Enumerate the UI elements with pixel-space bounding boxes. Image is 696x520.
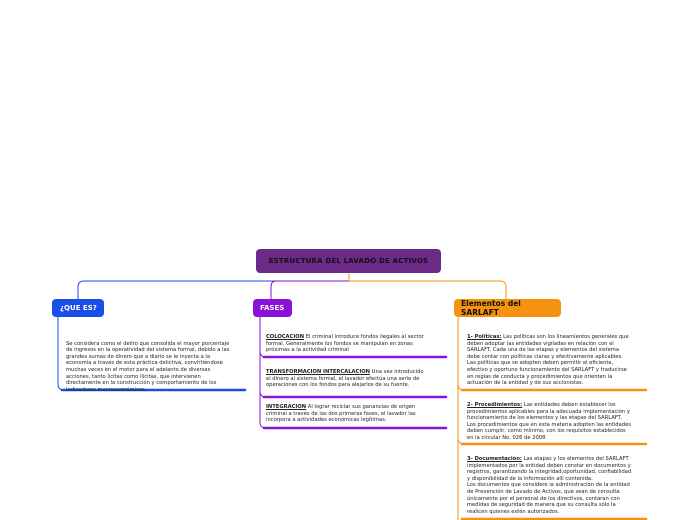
leaf-lead: TRANSFORMACION INTERCALACION: [266, 369, 371, 375]
leaf-lead: INTEGRACION: [266, 404, 307, 410]
branch-node-sarlaft[interactable]: [454, 299, 561, 317]
branch-node-fases[interactable]: [253, 299, 292, 317]
branch-node-label: FASES: [260, 304, 285, 312]
root-node[interactable]: [256, 249, 441, 273]
leaf-lead: 2- Procedimientos:: [467, 402, 523, 408]
branch-node-que-es[interactable]: [52, 299, 104, 317]
leaf-lead: COLOCACION: [266, 334, 305, 340]
connector-que-es-leaf: [58, 317, 64, 390]
leaf-text: Al lograr reciclar sus ganancias de origen criminal a través de las dos primeras fases, el lavador las incorpora a actividades económicas legítimas.: [266, 404, 416, 424]
root-node-label: ESTRUCTURA DEL LAVADO DE ACTIVOS: [268, 257, 429, 265]
leaf-que-es-definition[interactable]: [66, 334, 246, 393]
leaf-procedimientos[interactable]: [467, 402, 649, 442]
connector-root-fases: [271, 273, 349, 299]
leaf-colocacion[interactable]: [266, 334, 446, 354]
branch-node-label: Elementos del SARLAFT: [461, 299, 521, 317]
leaf-text: Las entidades deben establecer los procedimientos aplicables para la adecuada implementación y funcionamiento de los elementos y las etapas del SARLAFT. Los procedimientos que en esta materia adopten las entidades deben cumplir, como mínimo, con los requisitos establecidos en la circular No. 026 de 2008: [467, 402, 631, 441]
leaf-transformacion[interactable]: [266, 369, 446, 389]
leaf-text: El criminal introduce fondos ilegales al sector formal. Generalmente los fondos se manipulan en zonas próximas a la actividad criminal: [266, 334, 424, 354]
leaf-text: Se considera como el delito que consolida el mayor porcentaje de ingresos en la operatividad del sistema formal, debido a las grandes sumas de dinero que a diario se le inyecta a la economía a través de esta práctica delictiva, convirtiéndose muchas veces en el motor para el adelanto de diversas acciones, tanto lícitas como ilícitas, que intervienen directamente en la construcción y comportamiento de los indicadores macroeconómicos.: [66, 340, 230, 393]
leaf-text: Una vez introducido el dinero al sistema formal, el lavador efectúa una serie de operaciones con los fondos para alejarlos de su fuente.: [266, 369, 424, 389]
branch-node-label: ¿QUE ES?: [60, 304, 97, 312]
leaf-text: Las etapas y los elementos del SARLAFT implementados por la entidad deben constar en documentos y registros, garantizando la integridad,oportunidad, confiabilidad y disponibilidad de la información allí contenida. Los documentos que considere la administración de la entidad de Prevención de Lavado de Activos, que sean de consulta únicamente por el personal de los directivos, contaran con medidas de seguridad de manera que su consulta sólo la realicen quienes estén autorizados.: [467, 456, 632, 515]
leaf-documentacion[interactable]: [467, 456, 649, 515]
leaf-text: Las políticas son los lineamientos generales que deben adoptar las entidades vigiladas en relación con el SARLAFT. Cada una de las etapas y elementos del sistema debe contar con políticas claras y efectivamente aplicables. Las políticas que se adopten deben permitir el eficiente, efectivo y oportuno funcionamiento del SARLAFT y traducirse en reglas de conducta y procedimientos que orienten la actuación de la entidad y de sus accionistas.: [467, 334, 629, 387]
leaf-integracion[interactable]: [266, 404, 446, 424]
leaf-politicas[interactable]: [467, 334, 649, 387]
connector-root-que-es: [78, 273, 349, 299]
leaf-lead: 3- Documentación:: [467, 456, 522, 462]
connector-root-sarlaft: [349, 273, 506, 299]
leaf-lead: 1- Políticas:: [467, 334, 502, 340]
